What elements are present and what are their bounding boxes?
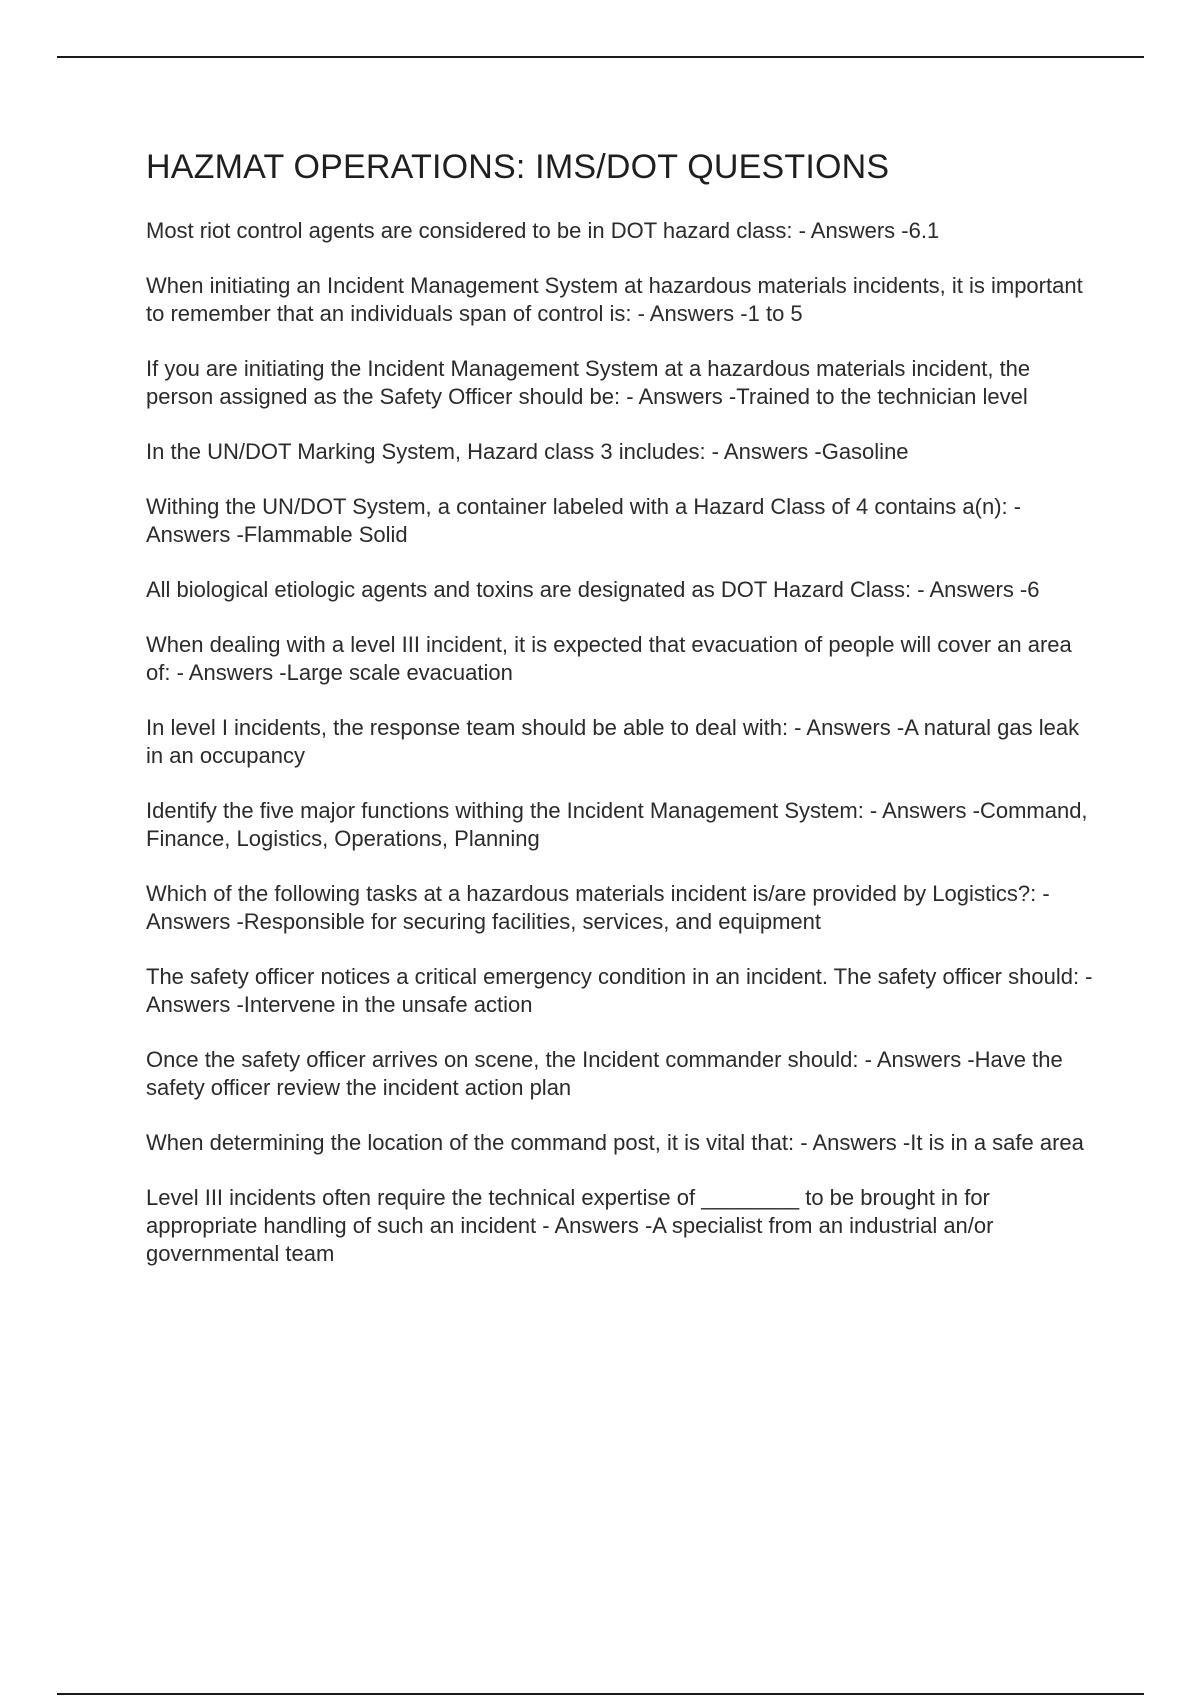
qa-item: Withing the UN/DOT System, a container labeled with a Hazard Class of 4 contains a(n): - Answers -Flammable Solid xyxy=(146,494,1022,547)
qa-item: When determining the location of the command post, it is vital that: - Answers -It is in a safe area xyxy=(146,1130,1084,1155)
qa-item: Which of the following tasks at a hazardous materials incident is/are provided by Logistics?: - Answers -Responsible for securing facilities, services, and equipment xyxy=(146,881,1050,934)
qa-item: When dealing with a level III incident, it is expected that evacuation of people will cover an area of: - Answers -Large scale evacuation xyxy=(146,632,1072,685)
qa-item: Once the safety officer arrives on scene, the Incident commander should: - Answers -Have the safety officer review the incident action plan xyxy=(146,1047,1063,1100)
document-body xyxy=(146,145,1096,1295)
qa-item: Identify the five major functions withing the Incident Management System: - Answers -Command, Finance, Logistics, Operations, Planning xyxy=(146,798,1088,851)
top-rule xyxy=(57,56,1144,58)
qa-item: In the UN/DOT Marking System, Hazard class 3 includes: - Answers -Gasoline xyxy=(146,439,909,464)
qa-item: In level I incidents, the response team should be able to deal with: - Answers -A natural gas leak in an occupancy xyxy=(146,715,1080,768)
qa-item: If you are initiating the Incident Management System at a hazardous materials incident, the person assigned as the Safety Officer should be: - Answers -Trained to the technician level xyxy=(146,356,1031,409)
qa-list xyxy=(146,217,1096,1268)
qa-item: Level III incidents often require the technical expertise of ________ to be brought in for appropriate handling of such an incident - Answers -A specialist from an industrial an/or governmental team xyxy=(146,1185,994,1266)
qa-item: Most riot control agents are considered to be in DOT hazard class: - Answers -6.1 xyxy=(146,218,940,243)
qa-item: The safety officer notices a critical emergency condition in an incident. The safety officer should: - Answers -Intervene in the unsafe action xyxy=(146,964,1093,1017)
document-title: HAZMAT OPERATIONS: IMS/DOT QUESTIONS xyxy=(146,148,890,186)
bottom-rule xyxy=(57,1693,1144,1695)
qa-item: When initiating an Incident Management System at hazardous materials incidents, it is important to remember that an individuals span of control is: - Answers -1 to 5 xyxy=(146,273,1083,326)
qa-item: All biological etiologic agents and toxins are designated as DOT Hazard Class: - Answers -6 xyxy=(146,577,1040,602)
